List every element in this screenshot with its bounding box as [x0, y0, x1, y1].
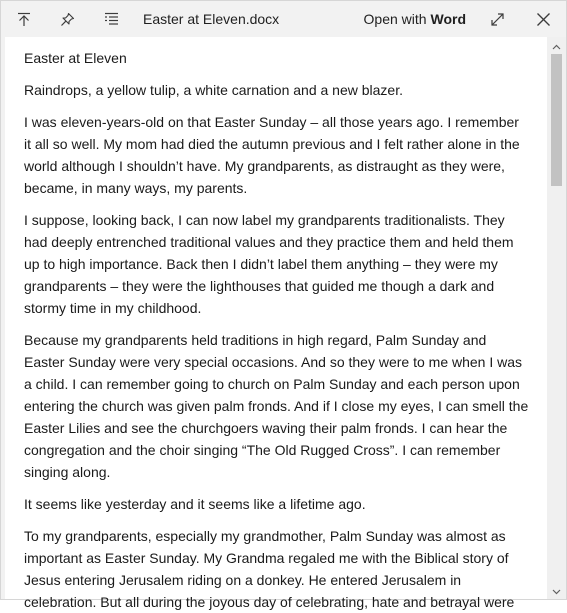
scroll-down-button[interactable]: [547, 582, 566, 599]
open-with-word-button[interactable]: [364, 11, 466, 27]
scroll-down-arrow-icon: [552, 582, 561, 600]
outline-button[interactable]: [89, 1, 133, 37]
document-title: Easter at Eleven.docx: [143, 11, 280, 27]
paragraph: It seems like yesterday and it seems like a lifetime ago.: [24, 496, 366, 512]
paragraph: To my grandparents, especially my grandmother, Palm Sunday was almost as important as Easter Sunday. My Grandma regaled me with the Biblical story of Jesus entering Jerusalem riding on a donkey. He entered Jerusalem in celebration. But all during the joyous day of celebrating, hate and betrayal were: [24, 528, 515, 610]
outline-list-icon: [104, 12, 119, 26]
document-heading: Easter at Eleven: [24, 50, 127, 66]
pin-button[interactable]: [45, 1, 89, 37]
scrollbar-thumb[interactable]: [551, 54, 562, 186]
open-with-label: Open with: [363, 11, 427, 27]
expand-diagonal-icon: [490, 12, 505, 27]
paragraph: I was eleven-years-old on that Easter Sunday – all those years ago. I remember it all so well. My mom had died the autumn previous and I felt rather alone in the world although I shouldn’t have. My grandparents, as distraught as they were, became, in many ways, my parents.: [24, 114, 520, 196]
paragraph: Because my grandparents held traditions in high regard, Palm Sunday and Easter Sunday were very special occasions. And so they were to me when I was a child. I can remember going to church on Palm Sunday and each person upon entering the church was given palm fronds. And if I close my eyes, I can smell the Easter Lilies and see the churchgoers waving their palm fronds. I can hear the congregation and the choir singing “The Old Rugged Cross”. I can remember singing along.: [24, 332, 529, 480]
pin-icon: [60, 12, 75, 27]
title-bar: [1, 1, 566, 37]
scrollbar-track[interactable]: [547, 54, 566, 582]
close-button[interactable]: [520, 1, 566, 37]
scroll-up-button[interactable]: [547, 37, 566, 54]
paragraph: I suppose, looking back, I can now label my grandparents traditionalists. They had deeply entrenched traditional values and they practice them and held them up to high importance. Back then I didn’t label them anything – they were my grandparents – they were the lighthouses that guided me though a dark and stormy time in my childhood.: [24, 212, 514, 316]
document-content[interactable]: [5, 37, 547, 610]
expand-button[interactable]: [474, 1, 520, 37]
scroll-up-arrow-icon: [552, 37, 561, 55]
document-body: [5, 37, 547, 613]
close-icon: [536, 12, 551, 27]
paragraph: Raindrops, a yellow tulip, a white carnation and a new blazer.: [24, 82, 403, 98]
go-to-top-button[interactable]: [3, 1, 45, 37]
arrow-to-top-icon: [17, 12, 31, 27]
open-with-app-name: Word: [430, 11, 466, 27]
vertical-scrollbar[interactable]: [547, 37, 566, 599]
